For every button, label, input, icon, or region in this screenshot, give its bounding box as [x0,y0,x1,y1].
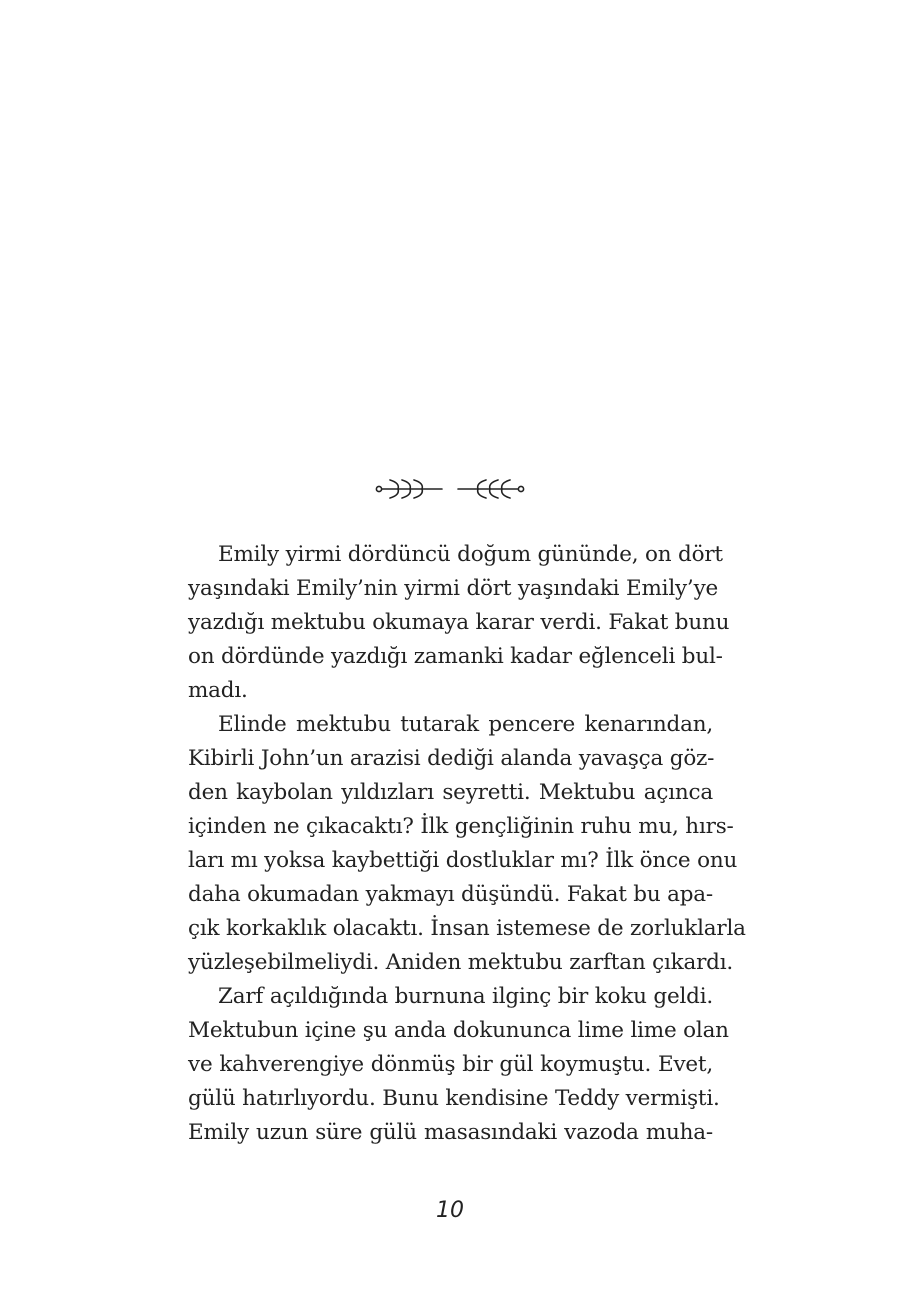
text-line: yüzleşebilmeliydi. Aniden mektubu zarftan çıkardı. [188,950,734,975]
text-line: gülü hatırlıyordu. Bunu kendisine Teddy vermişti. [188,1086,720,1111]
page-number: 10 [436,1198,464,1223]
text-line: daha okumadan yakmayı düşündü. Fakat bu apa- [188,882,713,907]
text-line: Emily yirmi dördüncü doğum gününde, on dört [218,542,723,567]
text-line: yaşındaki Emily’nin yirmi dört yaşındaki Emily’ye [188,576,719,601]
text-line: Zarf açıldığında burnuna ilginç bir koku geldi. [218,984,714,1009]
text-line: Emily uzun süre gülü masasındaki vazoda muha- [188,1120,713,1145]
laurel-divider-icon [370,470,530,506]
text-line: on dördünde yazdığı zamanki kadar eğlenceli bul- [188,644,723,669]
text-line: den kaybolan yıldızları seyretti. Mektubu açınca [188,780,713,805]
text-line: Mektubun içine şu anda dokununca lime lime olan [188,1018,729,1043]
body-text [188,538,746,1150]
text-line: ları mı yoksa kaybettiği dostluklar mı? İlk önce onu [188,848,738,873]
ornament-divider [370,470,530,506]
text-line: çık korkaklık olacaktı. İnsan istemese de zorluklarla [188,916,746,941]
text-line: içinden ne çıkacaktı? İlk gençliğinin ruhu mu, hırs- [188,814,734,839]
text-line: madı. [188,678,248,703]
text-line: yazdığı mektubu okumaya karar verdi. Fakat bunu [188,610,730,635]
text-line: ve kahverengiye dönmüş bir gül koymuştu. Evet, [188,1052,713,1077]
text-line: Elinde mektubu tutarak pencere kenarından, [218,712,713,737]
text-line: Kibirli John’un arazisi dediği alanda yavaşça göz- [188,746,715,771]
